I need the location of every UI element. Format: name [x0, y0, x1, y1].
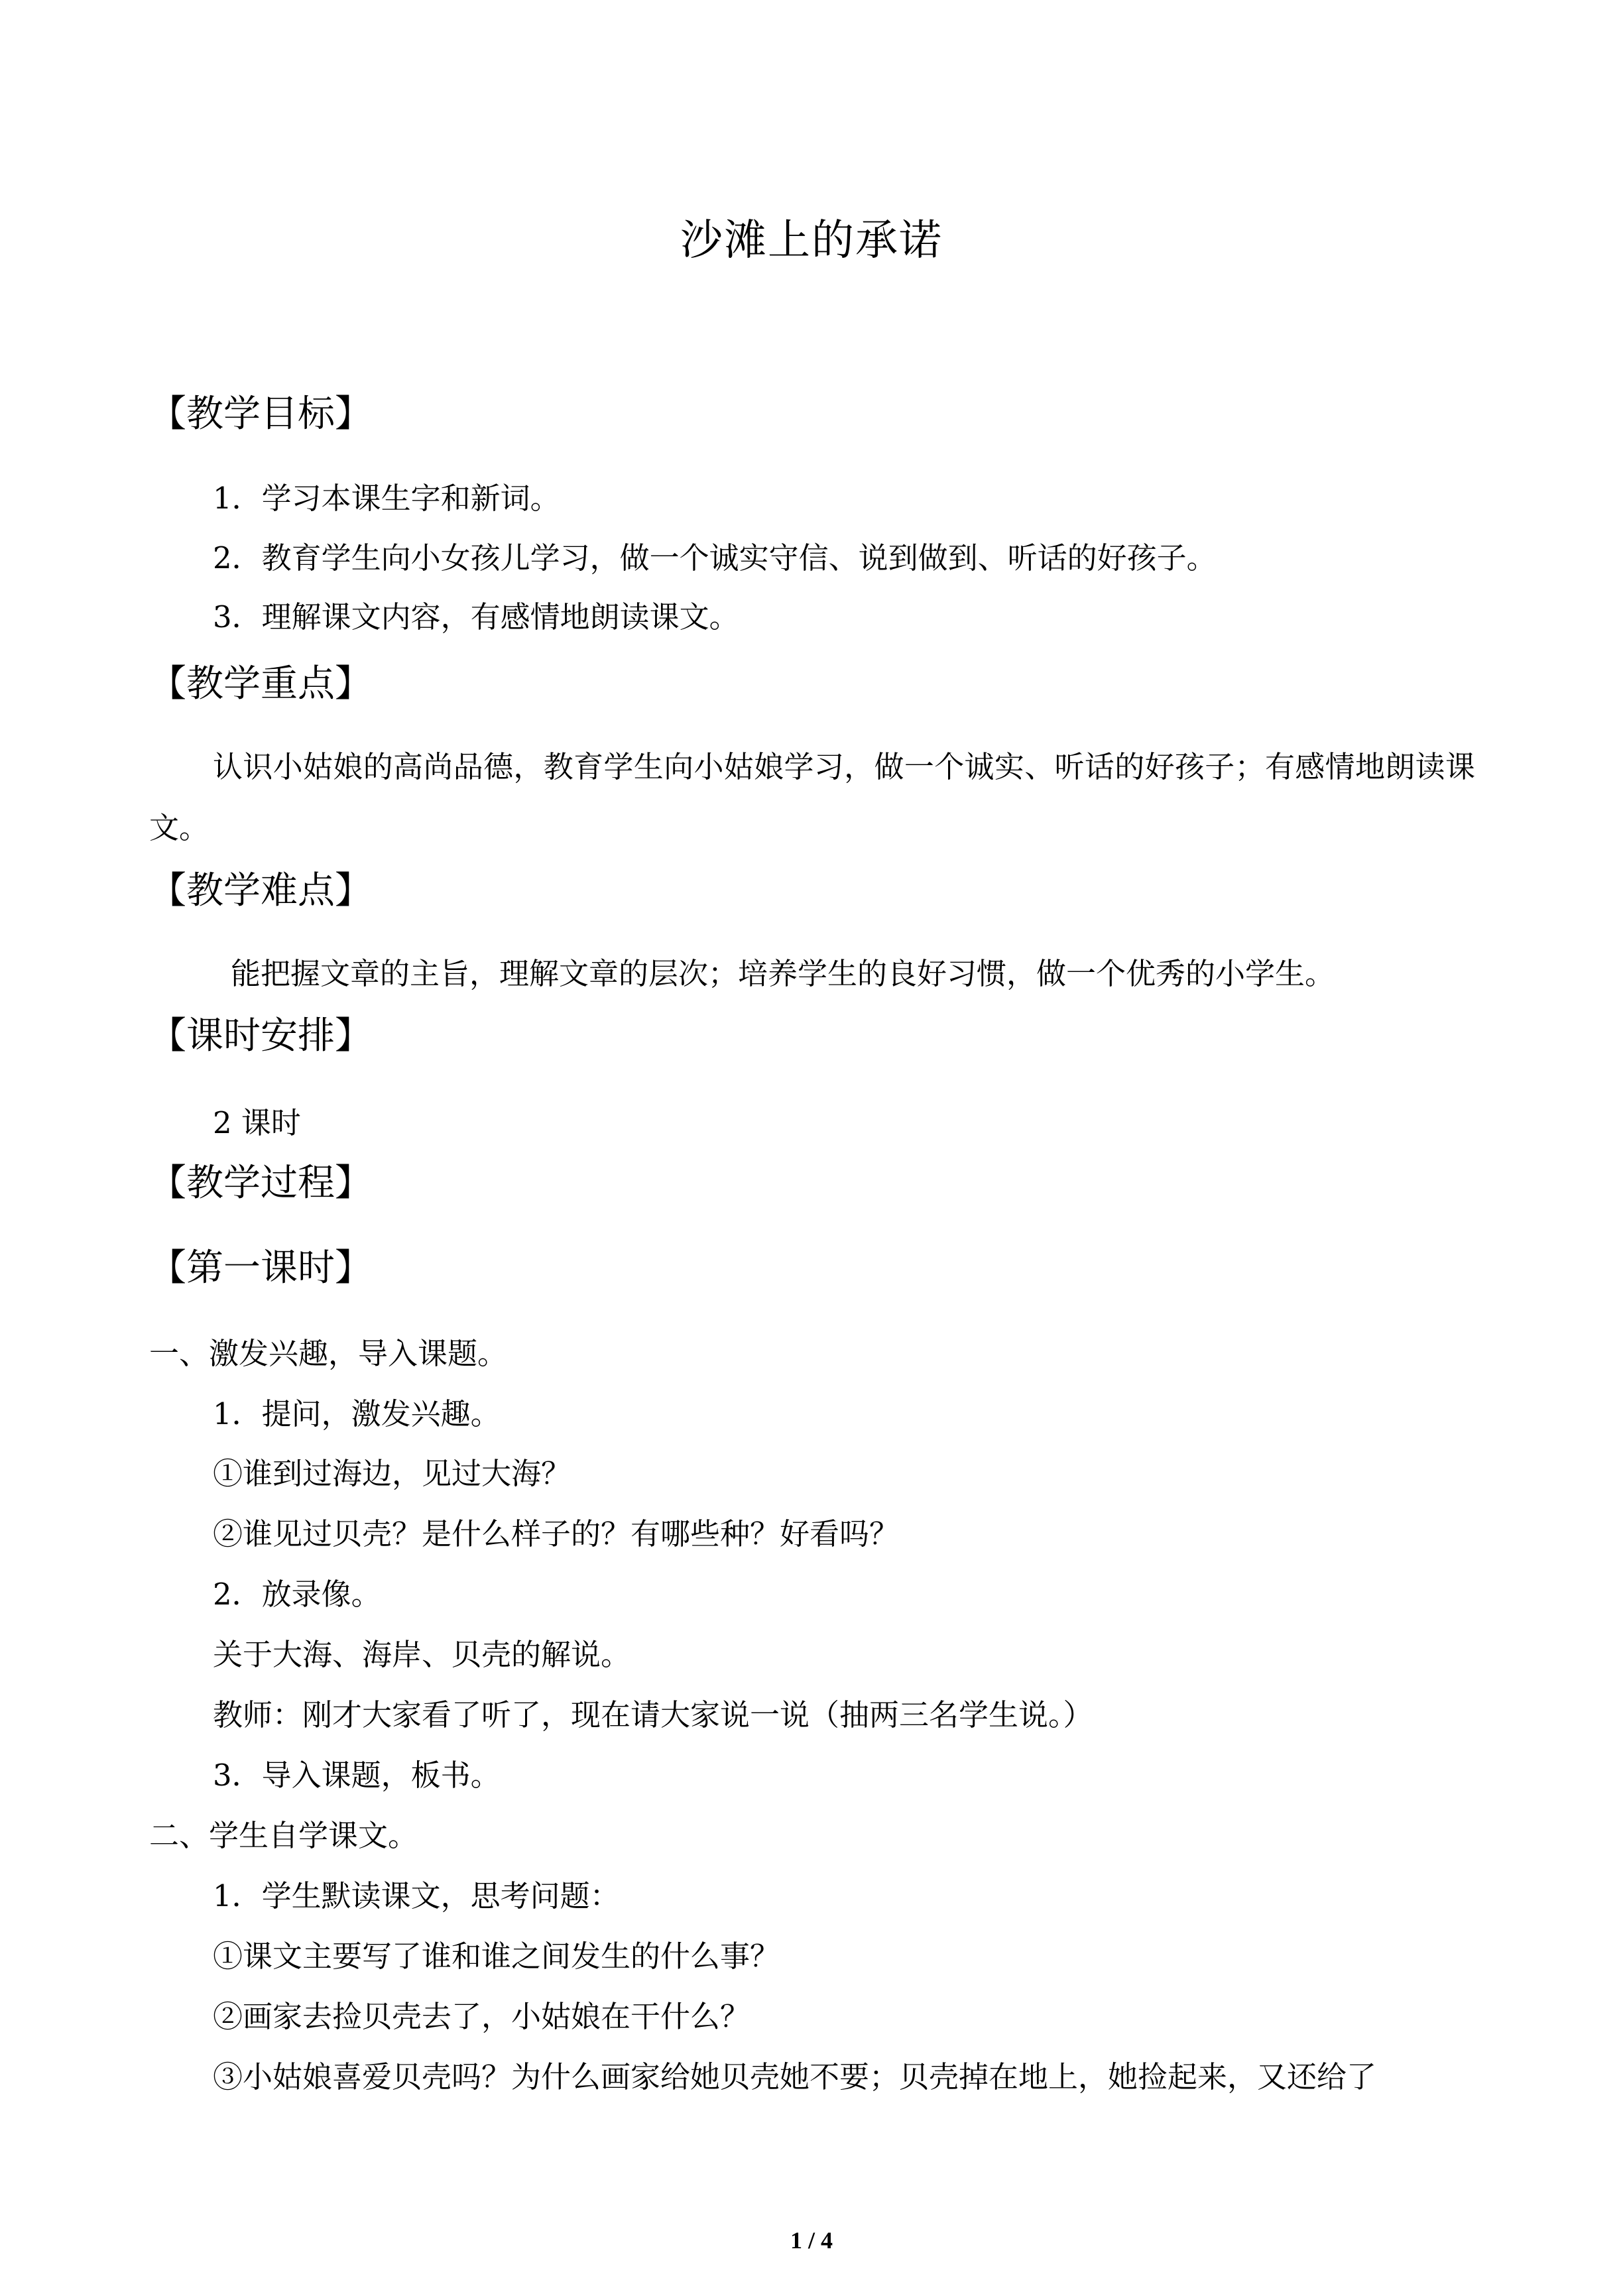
- lesson1-part2-title: 二、学生自学课文。: [149, 1818, 418, 1853]
- objective-1: 1．学习本课生字和新词。: [213, 481, 560, 516]
- lesson1-part1-title: 一、激发兴趣，导入课题。: [149, 1336, 508, 1371]
- list-item: 1．学生默读课文，思考问题：: [213, 1878, 620, 1913]
- list-item: 2．放录像。: [213, 1577, 381, 1612]
- heading-lesson1: 【第一课时】: [149, 1246, 372, 1290]
- list-item: 1．提问，激发兴趣。: [213, 1396, 501, 1431]
- objective-2: 2．教育学生向小女孩儿学习，做一个诚实守信、说到做到、听话的好孩子。: [213, 540, 1217, 575]
- heading-objectives: 【教学目标】: [149, 393, 372, 436]
- keypoints-paragraph: 认识小姑娘的高尚品德，教育学生向小姑娘学习，做一个诚实、听话的好孩子；有感情地朗读课文。: [149, 749, 1475, 845]
- list-item: ①课文主要写了谁和谁之间发生的什么事？: [213, 1939, 780, 1974]
- list-item: 3．导入课题，板书。: [213, 1758, 501, 1793]
- list-item: ③小姑娘喜爱贝壳吗？为什么画家给她贝壳她不要；贝壳掉在地上，她捡起来，又还给了: [213, 2059, 1377, 2094]
- objective-3: 3．理解课文内容，有感情地朗读课文。: [213, 599, 739, 634]
- heading-keypoints: 【教学重点】: [149, 662, 372, 705]
- list-item: ②谁见过贝壳？是什么样子的？有哪些种？好看吗？: [213, 1516, 900, 1551]
- list-item: ②画家去捡贝壳去了，小姑娘在干什么？: [213, 1999, 751, 2034]
- list-item: 关于大海、海岸、贝壳的解说。: [213, 1637, 631, 1672]
- difficulties-paragraph: 能把握文章的主旨，理解文章的层次；培养学生的良好习惯，做一个优秀的小学生。: [231, 956, 1335, 991]
- heading-difficulties: 【教学难点】: [149, 869, 372, 912]
- schedule-text: 2 课时: [213, 1105, 301, 1140]
- list-item: 教师：刚才大家看了听了，现在请大家说一说（抽两三名学生说。）: [213, 1697, 1093, 1732]
- page-number: 1 / 4: [790, 2227, 833, 2254]
- list-item: ①谁到过海边，见过大海？: [213, 1456, 571, 1491]
- document-title: 沙滩上的承诺: [680, 216, 943, 265]
- heading-schedule: 【课时安排】: [149, 1014, 372, 1057]
- heading-process: 【教学过程】: [149, 1162, 372, 1205]
